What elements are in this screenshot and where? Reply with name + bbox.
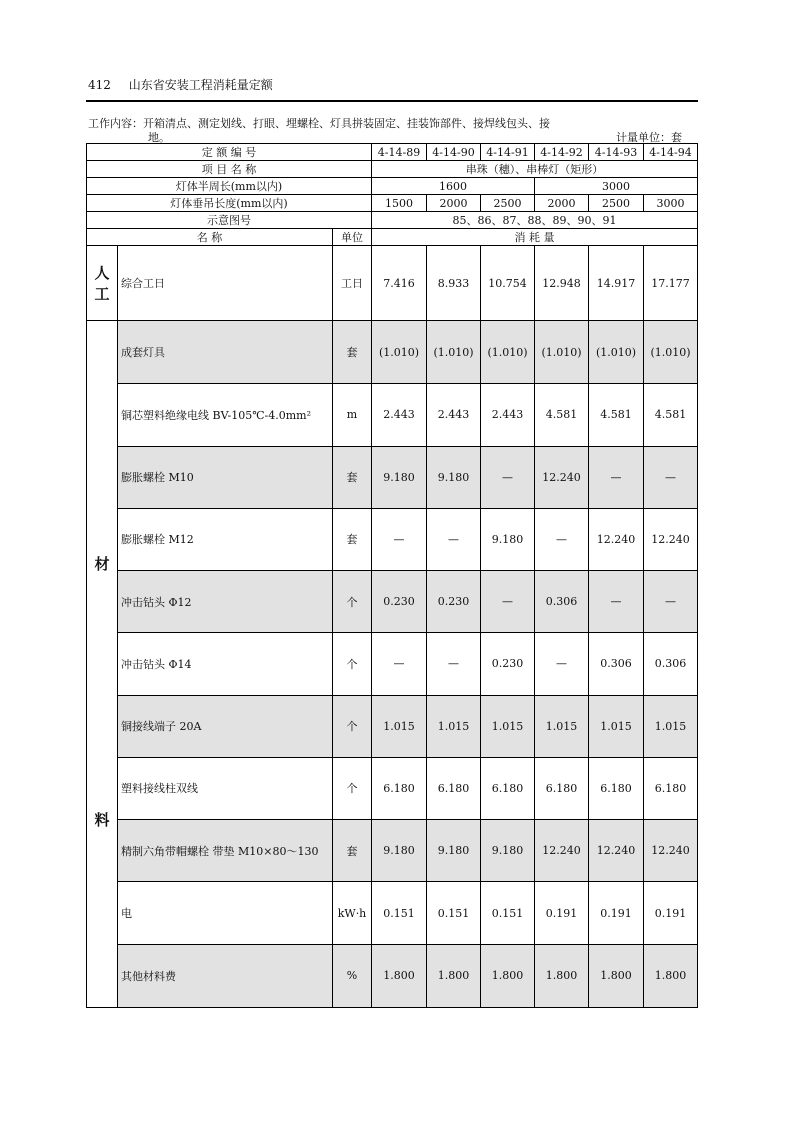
material-value: — bbox=[372, 508, 427, 570]
material-unit: 个 bbox=[333, 633, 372, 695]
row-hang bbox=[87, 195, 698, 212]
material-row bbox=[87, 321, 698, 384]
material-value: 2.443 bbox=[481, 384, 535, 446]
labor-category bbox=[87, 246, 118, 321]
row-column-headers bbox=[87, 229, 698, 246]
material-value: — bbox=[481, 446, 535, 508]
material-value: — bbox=[372, 633, 427, 695]
material-name: 铜芯塑料绝缘电线 BV-105℃-4.0mm² bbox=[118, 384, 333, 446]
material-value: (1.010) bbox=[372, 321, 427, 384]
diagram-value: 85、86、87、88、89、90、91 bbox=[372, 212, 698, 229]
material-value: 0.191 bbox=[644, 882, 698, 944]
labor-value: 17.177 bbox=[644, 246, 698, 321]
material-value: 1.015 bbox=[372, 695, 427, 757]
material-value: 9.180 bbox=[372, 446, 427, 508]
material-value: 6.180 bbox=[535, 757, 589, 819]
material-name: 膨胀螺栓 M12 bbox=[118, 508, 333, 570]
diagram-label: 示意图号 bbox=[87, 212, 372, 229]
material-value: 1.800 bbox=[589, 944, 644, 1007]
material-value: 0.230 bbox=[372, 571, 427, 633]
material-value: 12.240 bbox=[644, 508, 698, 570]
hang-value: 3000 bbox=[644, 195, 698, 212]
perimeter-label: 灯体半周长(mm以内) bbox=[87, 178, 372, 195]
material-row bbox=[87, 757, 698, 819]
material-value: 1.015 bbox=[481, 695, 535, 757]
col-consumption-header: 消 耗 量 bbox=[372, 229, 698, 246]
material-unit: % bbox=[333, 944, 372, 1007]
material-name: 成套灯具 bbox=[118, 321, 333, 384]
material-cat-char: 料 bbox=[94, 811, 110, 829]
material-value: 1.800 bbox=[372, 944, 427, 1007]
material-value: 0.230 bbox=[481, 633, 535, 695]
labor-name: 综合工日 bbox=[118, 246, 333, 321]
material-category bbox=[87, 321, 118, 1008]
material-value: 0.191 bbox=[589, 882, 644, 944]
material-unit: 套 bbox=[333, 446, 372, 508]
material-value: 0.191 bbox=[535, 882, 589, 944]
hang-value: 2000 bbox=[427, 195, 481, 212]
labor-value: 7.416 bbox=[372, 246, 427, 321]
material-value: — bbox=[644, 446, 698, 508]
material-name: 铜接线端子 20A bbox=[118, 695, 333, 757]
material-value: 12.240 bbox=[535, 820, 589, 882]
book-title: 山东省安装工程消耗量定额 bbox=[128, 78, 273, 92]
material-value: — bbox=[535, 633, 589, 695]
code-label: 定 额 编 号 bbox=[87, 144, 372, 161]
labor-value: 10.754 bbox=[481, 246, 535, 321]
perimeter-value: 1600 bbox=[372, 178, 535, 195]
material-value: (1.010) bbox=[481, 321, 535, 384]
code-cell: 4-14-90 bbox=[427, 144, 481, 161]
material-value: 1.800 bbox=[535, 944, 589, 1007]
material-row bbox=[87, 633, 698, 695]
labor-unit: 工日 bbox=[333, 246, 372, 321]
labor-cat-char: 工 bbox=[94, 285, 110, 303]
material-value: — bbox=[481, 571, 535, 633]
material-value: 12.240 bbox=[535, 446, 589, 508]
material-value: 0.151 bbox=[427, 882, 481, 944]
material-value: 6.180 bbox=[644, 757, 698, 819]
header-rule bbox=[86, 100, 698, 102]
material-row bbox=[87, 944, 698, 1007]
quota-table bbox=[86, 143, 698, 1008]
material-unit: 个 bbox=[333, 757, 372, 819]
material-value: — bbox=[427, 633, 481, 695]
material-value: 6.180 bbox=[589, 757, 644, 819]
material-value: 9.180 bbox=[481, 508, 535, 570]
material-value: 0.151 bbox=[481, 882, 535, 944]
labor-value: 8.933 bbox=[427, 246, 481, 321]
material-value: 4.581 bbox=[589, 384, 644, 446]
row-diagram bbox=[87, 212, 698, 229]
labor-cat-char: 人 bbox=[94, 264, 110, 282]
material-unit: 个 bbox=[333, 695, 372, 757]
page-header bbox=[88, 76, 273, 93]
material-row bbox=[87, 508, 698, 570]
material-value: 9.180 bbox=[427, 446, 481, 508]
material-name: 其他材料费 bbox=[118, 944, 333, 1007]
material-value: (1.010) bbox=[644, 321, 698, 384]
material-value: 4.581 bbox=[535, 384, 589, 446]
material-value: 1.800 bbox=[427, 944, 481, 1007]
labor-value: 12.948 bbox=[535, 246, 589, 321]
work-content-text-2: 地。 bbox=[148, 131, 170, 144]
code-cell: 4-14-89 bbox=[372, 144, 427, 161]
material-value: (1.010) bbox=[535, 321, 589, 384]
material-value: 1.015 bbox=[535, 695, 589, 757]
material-value: — bbox=[427, 508, 481, 570]
material-value: (1.010) bbox=[427, 321, 481, 384]
material-value: 0.306 bbox=[535, 571, 589, 633]
work-content-label: 工作内容： bbox=[88, 117, 143, 130]
material-row bbox=[87, 820, 698, 882]
material-value: 0.151 bbox=[372, 882, 427, 944]
material-value: 4.581 bbox=[644, 384, 698, 446]
material-unit: 套 bbox=[333, 508, 372, 570]
material-value: 1.015 bbox=[427, 695, 481, 757]
material-value: 1.800 bbox=[481, 944, 535, 1007]
material-value: 12.240 bbox=[589, 820, 644, 882]
material-value: 9.180 bbox=[372, 820, 427, 882]
hang-value: 1500 bbox=[372, 195, 427, 212]
material-value: 1.015 bbox=[589, 695, 644, 757]
col-name-header: 名 称 bbox=[87, 229, 333, 246]
material-name: 塑料接线柱双线 bbox=[118, 757, 333, 819]
material-value: 12.240 bbox=[644, 820, 698, 882]
col-unit-header: 单位 bbox=[333, 229, 372, 246]
measure-unit: 计量单位：套 bbox=[616, 131, 682, 144]
material-name: 精制六角带帽螺栓 带垫 M10×80～130 bbox=[118, 820, 333, 882]
material-value: 2.443 bbox=[427, 384, 481, 446]
material-name: 冲击钻头 Φ12 bbox=[118, 571, 333, 633]
code-cell: 4-14-91 bbox=[481, 144, 535, 161]
material-value: 0.306 bbox=[589, 633, 644, 695]
material-name: 膨胀螺栓 M10 bbox=[118, 446, 333, 508]
hang-value: 2500 bbox=[589, 195, 644, 212]
material-value: 1.800 bbox=[644, 944, 698, 1007]
hang-label: 灯体垂吊长度(mm以内) bbox=[87, 195, 372, 212]
material-value: 12.240 bbox=[589, 508, 644, 570]
material-value: (1.010) bbox=[589, 321, 644, 384]
material-unit: 套 bbox=[333, 321, 372, 384]
material-row bbox=[87, 882, 698, 944]
row-item bbox=[87, 161, 698, 178]
material-name: 电 bbox=[118, 882, 333, 944]
material-unit: 个 bbox=[333, 571, 372, 633]
hang-value: 2000 bbox=[535, 195, 589, 212]
material-value: 0.306 bbox=[644, 633, 698, 695]
material-value: — bbox=[644, 571, 698, 633]
code-cell: 4-14-93 bbox=[589, 144, 644, 161]
item-value: 串珠（穗）、串棒灯（矩形） bbox=[372, 161, 698, 178]
work-content-text-1: 开箱清点、测定划线、打眼、埋螺栓、灯具拼装固定、挂装饰部件、接焊线包头、接 bbox=[143, 117, 550, 130]
material-row bbox=[87, 446, 698, 508]
material-cat-char: 材 bbox=[94, 555, 110, 573]
material-value: 6.180 bbox=[427, 757, 481, 819]
material-unit: m bbox=[333, 384, 372, 446]
material-value: — bbox=[589, 446, 644, 508]
material-value: 2.443 bbox=[372, 384, 427, 446]
material-name: 冲击钻头 Φ14 bbox=[118, 633, 333, 695]
material-row bbox=[87, 384, 698, 446]
material-value: 9.180 bbox=[481, 820, 535, 882]
material-value: — bbox=[589, 571, 644, 633]
material-value: 6.180 bbox=[481, 757, 535, 819]
code-cell: 4-14-92 bbox=[535, 144, 589, 161]
work-content bbox=[88, 117, 696, 145]
page-number: 412 bbox=[88, 78, 111, 92]
code-cell: 4-14-94 bbox=[644, 144, 698, 161]
material-value: 0.230 bbox=[427, 571, 481, 633]
material-value: — bbox=[535, 508, 589, 570]
material-value: 6.180 bbox=[372, 757, 427, 819]
material-row bbox=[87, 571, 698, 633]
material-unit: 套 bbox=[333, 820, 372, 882]
material-row bbox=[87, 695, 698, 757]
row-labor bbox=[87, 246, 698, 321]
perimeter-value: 3000 bbox=[535, 178, 698, 195]
material-value: 9.180 bbox=[427, 820, 481, 882]
row-perimeter bbox=[87, 178, 698, 195]
hang-value: 2500 bbox=[481, 195, 535, 212]
material-value: 1.015 bbox=[644, 695, 698, 757]
row-codes bbox=[87, 144, 698, 161]
labor-value: 14.917 bbox=[589, 246, 644, 321]
material-unit: kW·h bbox=[333, 882, 372, 944]
item-label: 项 目 名 称 bbox=[87, 161, 372, 178]
